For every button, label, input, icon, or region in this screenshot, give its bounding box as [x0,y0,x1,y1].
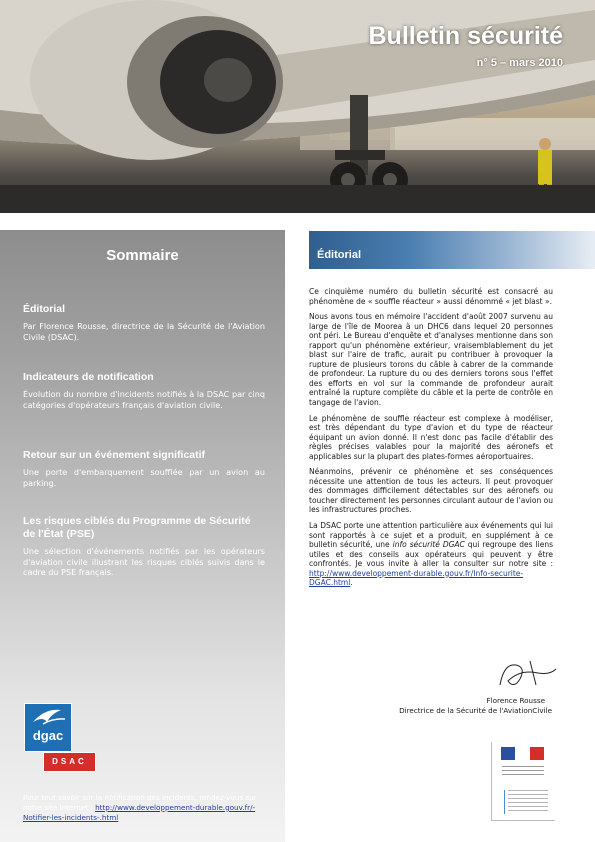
summary-section-text: Par Florence Rousse, directrice de la Sécurité de l'Aviation Civile (DSAC). [23,321,265,342]
summary-section-text: Une sélection d'événements notifiés par les opérateurs d'aviation civile illustrant les risques ciblés suivis dans le cadre du PSE français. [23,546,265,578]
sidebar-footer [23,793,268,822]
summary-section-event [23,449,265,488]
signature-role: Directrice de la Sécurité de l'AviationCivile [399,706,552,715]
summary-section-heading: Les risques ciblés du Programme de Sécurité de l'État (PSE) [23,515,251,540]
editorial-body [309,287,553,594]
editorial-title: Éditorial [317,249,362,261]
dgac-bird-icon [25,704,71,728]
issue-number: n° 5 – mars 2010 [476,57,563,69]
editorial-text: . [350,578,353,588]
summary-section-text: Une porte d'embarquement soufflée par un avion au parking. [23,467,265,488]
summary-section-heading: Retour sur un événement significatif [23,449,206,461]
bulletin-title: Bulletin sécurité [368,22,563,50]
editorial-header-bar [309,231,595,269]
summary-section-text: Évolution du nombre d'incidents notifiés à la DSAC par cinq catégories d'opérateurs français d'aviation civile. [23,389,265,410]
summary-section-heading: Indicateurs de notification [23,371,154,383]
editorial-paragraph: Néanmoins, prévenir ce phénomène et ses conséquences nécessite une attention de tous les acteurs. Il peut provoquer des dommages difficilement détectables sur des aéronefs ou toucher directement les personnes circulant autour de l'avion ou les infrastructures proches. [309,467,553,515]
ministry-subtitle-lines [504,790,548,814]
summary-title: Sommaire [106,247,179,264]
sidebar-footer-text: Pour tout savoir sur la notification des incidents, rendez-vous sur notre site Internet : [23,793,257,812]
editorial-text: La DSAC porte une attention particulière aux événements qui lui sont rapportés à ce sujet et a produit, en supplément à ce bulletin sécurité, une [309,521,553,550]
editorial-paragraph: Ce cinquième numéro du bulletin sécurité est consacré au phénomène de « souffle réacteur » aussi dénommé « jet blast ». [309,287,553,306]
dgac-logo-text: dgac [32,728,64,743]
dsac-logo: DSAC [43,752,96,772]
signature-icon [490,655,560,695]
ministry-name-lines [502,766,544,778]
summary-section-heading: Éditorial [23,303,66,315]
summary-section-indicators [23,371,265,410]
info-securite-emphasis: info sécurité DGAC [392,540,465,550]
ministry-logo [491,742,555,821]
notification-link[interactable]: http://www.developpement-durable.gouv.fr/-Notifier-les-incidents-.html [23,802,256,822]
editorial-paragraph: Le phénomène de souffle réacteur est complexe à modéliser, est très dépendant du type d'avion et du type de réacteur équipant un avion donné. Il n'est donc pas facile d'établir des règles précises valables pour la majorité des aéronefs et applicables sur la plupart des plates-formes aéroportuaires. [309,413,553,461]
editorial-paragraph: Nous avons tous en mémoire l'accident d'août 2007 survenu au large de l'île de Moorea à un DHC6 dans lequel 20 personnes ont péri. Le Bureau d'enquête et d'analyses mentionne dans son rapport qu'un phénomène extérieur, vraisemblablement du jet blast sur l'aire de trafic, aurait pu contribuer à provoquer la rupture de plusieurs torons du câble à cabrer de la commande de profondeur. La rupture du ou des derniers torons sous l'effet des efforts en vol sur la commande de profondeur aurait entraîné la rupture complète du câble et la perte de contrôle en tangage de l'avion. [309,312,553,408]
header-photo [0,0,595,213]
info-securite-link[interactable]: http://www.developpement-durable.gouv.fr/Info-securite-DGAC.html [309,568,524,588]
summary-section-editorial [23,303,265,342]
editorial-text: qui regroupe des liens utiles et des conseils aux opérateurs qui peuvent y être confrontés. Je vous invite à aller la consulter sur notre site : [309,540,553,569]
editorial-paragraph [309,521,553,588]
summary-section-pse [23,515,265,578]
french-flag-icon [501,747,544,760]
signature-name: Florence Rousse [486,696,545,705]
summary-sidebar [0,230,285,842]
dgac-logo [24,703,72,752]
